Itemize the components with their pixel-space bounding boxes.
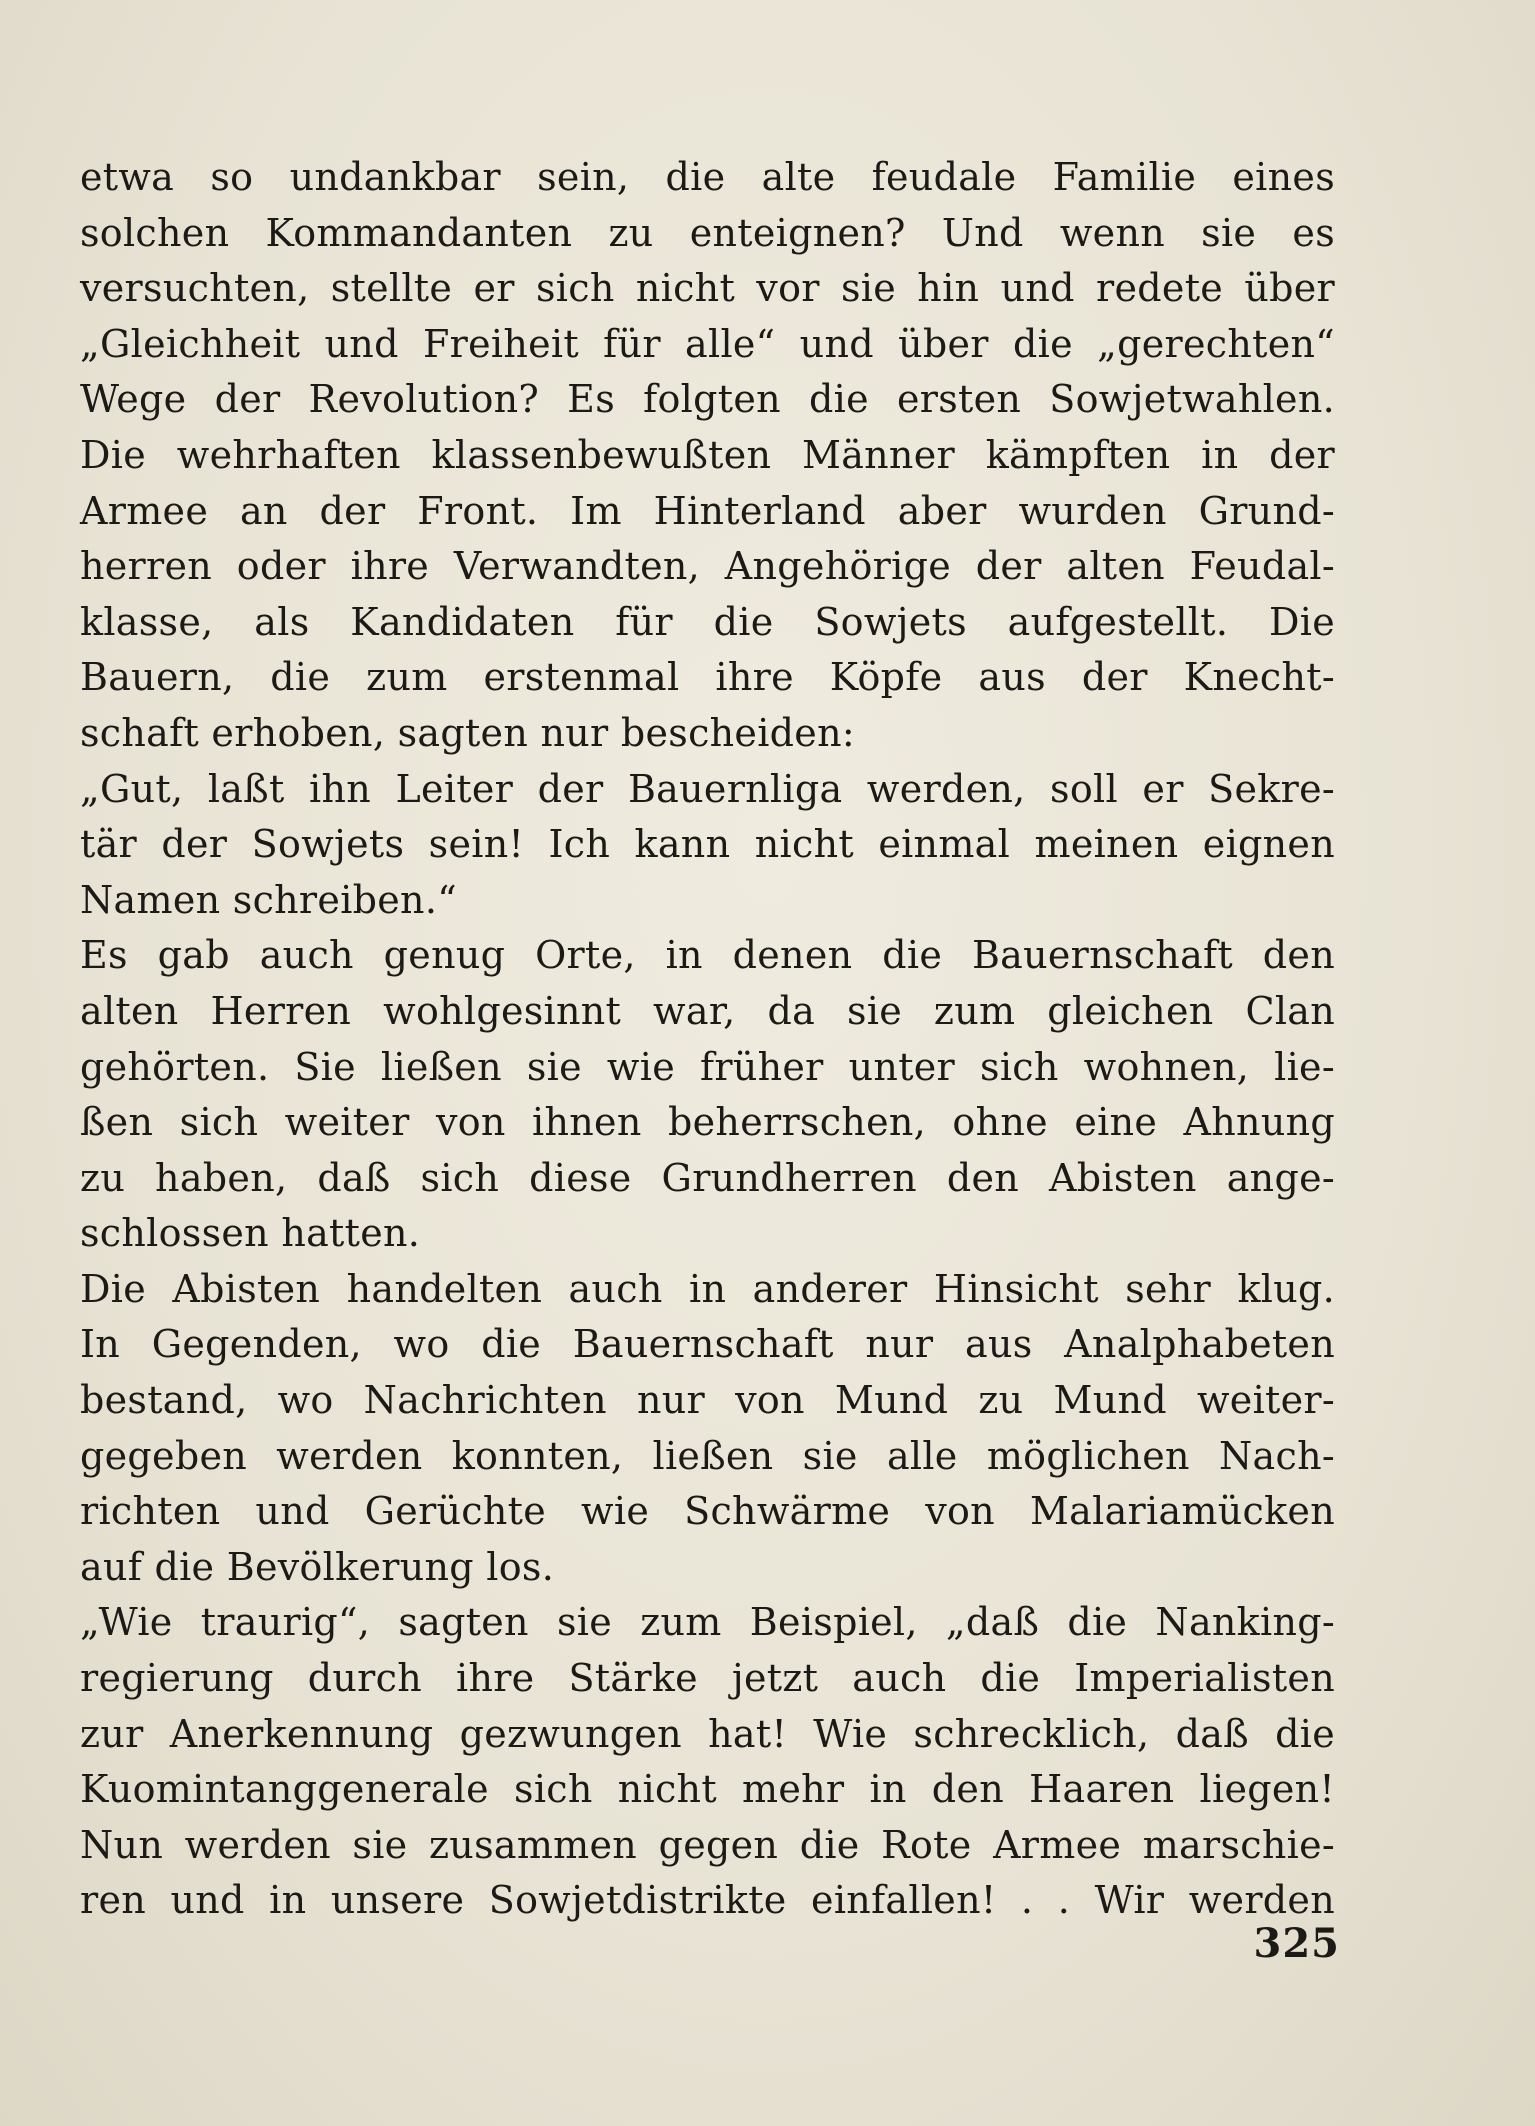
text-line: ßen sich weiter von ihnen beherrschen, ohne eine Ahnung: [80, 1100, 1335, 1145]
text-line: auf die Bevölkerung los.: [80, 1544, 555, 1589]
text-line: herren oder ihre Verwandten, Angehörige der alten Feudal-: [80, 544, 1335, 589]
text-line: schaft erhoben, sagten nur bescheiden:: [80, 710, 855, 755]
text-line: In Gegenden, wo die Bauernschaft nur aus Analphabeten: [80, 1322, 1335, 1367]
text-line: „Wie traurig“, sagten sie zum Beispiel, „daß die Nanking-: [80, 1600, 1335, 1645]
text-line: Wege der Revolution? Es folgten die ersten Sowjetwahlen.: [80, 377, 1335, 422]
text-line: ren und in unsere Sowjetdistrikte einfallen! . . Wir werden: [80, 1878, 1335, 1923]
text-line: schlossen hatten.: [80, 1211, 421, 1256]
text-line: richten und Gerüchte wie Schwärme von Malariamücken: [80, 1489, 1335, 1534]
text-line: Kuomintanggenerale sich nicht mehr in den Haaren liegen!: [80, 1767, 1335, 1812]
text-line: Bauern, die zum erstenmal ihre Köpfe aus der Knecht-: [80, 655, 1335, 700]
body-text: [80, 150, 1335, 1929]
text-line: alten Herren wohlgesinnt war, da sie zum gleichen Clan: [80, 988, 1335, 1033]
text-line: Namen schreiben.“: [80, 877, 457, 922]
text-line: regierung durch ihre Stärke jetzt auch die Imperialisten: [80, 1656, 1335, 1701]
text-line: „Gleichheit und Freiheit für alle“ und über die „gerechten“: [80, 321, 1335, 366]
text-line: bestand, wo Nachrichten nur von Mund zu Mund weiter-: [80, 1378, 1335, 1423]
text-line: klasse, als Kandidaten für die Sowjets aufgestellt. Die: [80, 599, 1335, 644]
text-line: „Gut, laßt ihn Leiter der Bauernliga werden, soll er Sekre-: [80, 766, 1335, 811]
text-line: Die wehrhaften klassenbewußten Männer kämpften in der: [80, 432, 1335, 477]
text-line: gegeben werden konnten, ließen sie alle möglichen Nach-: [80, 1433, 1335, 1478]
text-line: versuchten, stellte er sich nicht vor sie hin und redete über: [80, 266, 1335, 311]
text-line: solchen Kommandanten zu enteignen? Und wenn sie es: [80, 210, 1335, 255]
page-number: 325: [1253, 1920, 1340, 1967]
text-line: Es gab auch genug Orte, in denen die Bauernschaft den: [80, 933, 1335, 978]
text-line: gehörten. Sie ließen sie wie früher unter sich wohnen, lie-: [80, 1044, 1335, 1089]
text-line: Die Abisten handelten auch in anderer Hinsicht sehr klug.: [80, 1266, 1335, 1311]
text-line: Nun werden sie zusammen gegen die Rote Armee marschie-: [80, 1822, 1335, 1867]
text-line: etwa so undankbar sein, die alte feudale Familie eines: [80, 155, 1335, 199]
text-line: Armee an der Front. Im Hinterland aber wurden Grund-: [80, 488, 1335, 533]
text-line: zu haben, daß sich diese Grundherren den Abisten ange-: [80, 1155, 1335, 1200]
text-line: tär der Sowjets sein! Ich kann nicht einmal meinen eignen: [80, 822, 1335, 867]
text-line: zur Anerkennung gezwungen hat! Wie schrecklich, daß die: [80, 1711, 1335, 1756]
